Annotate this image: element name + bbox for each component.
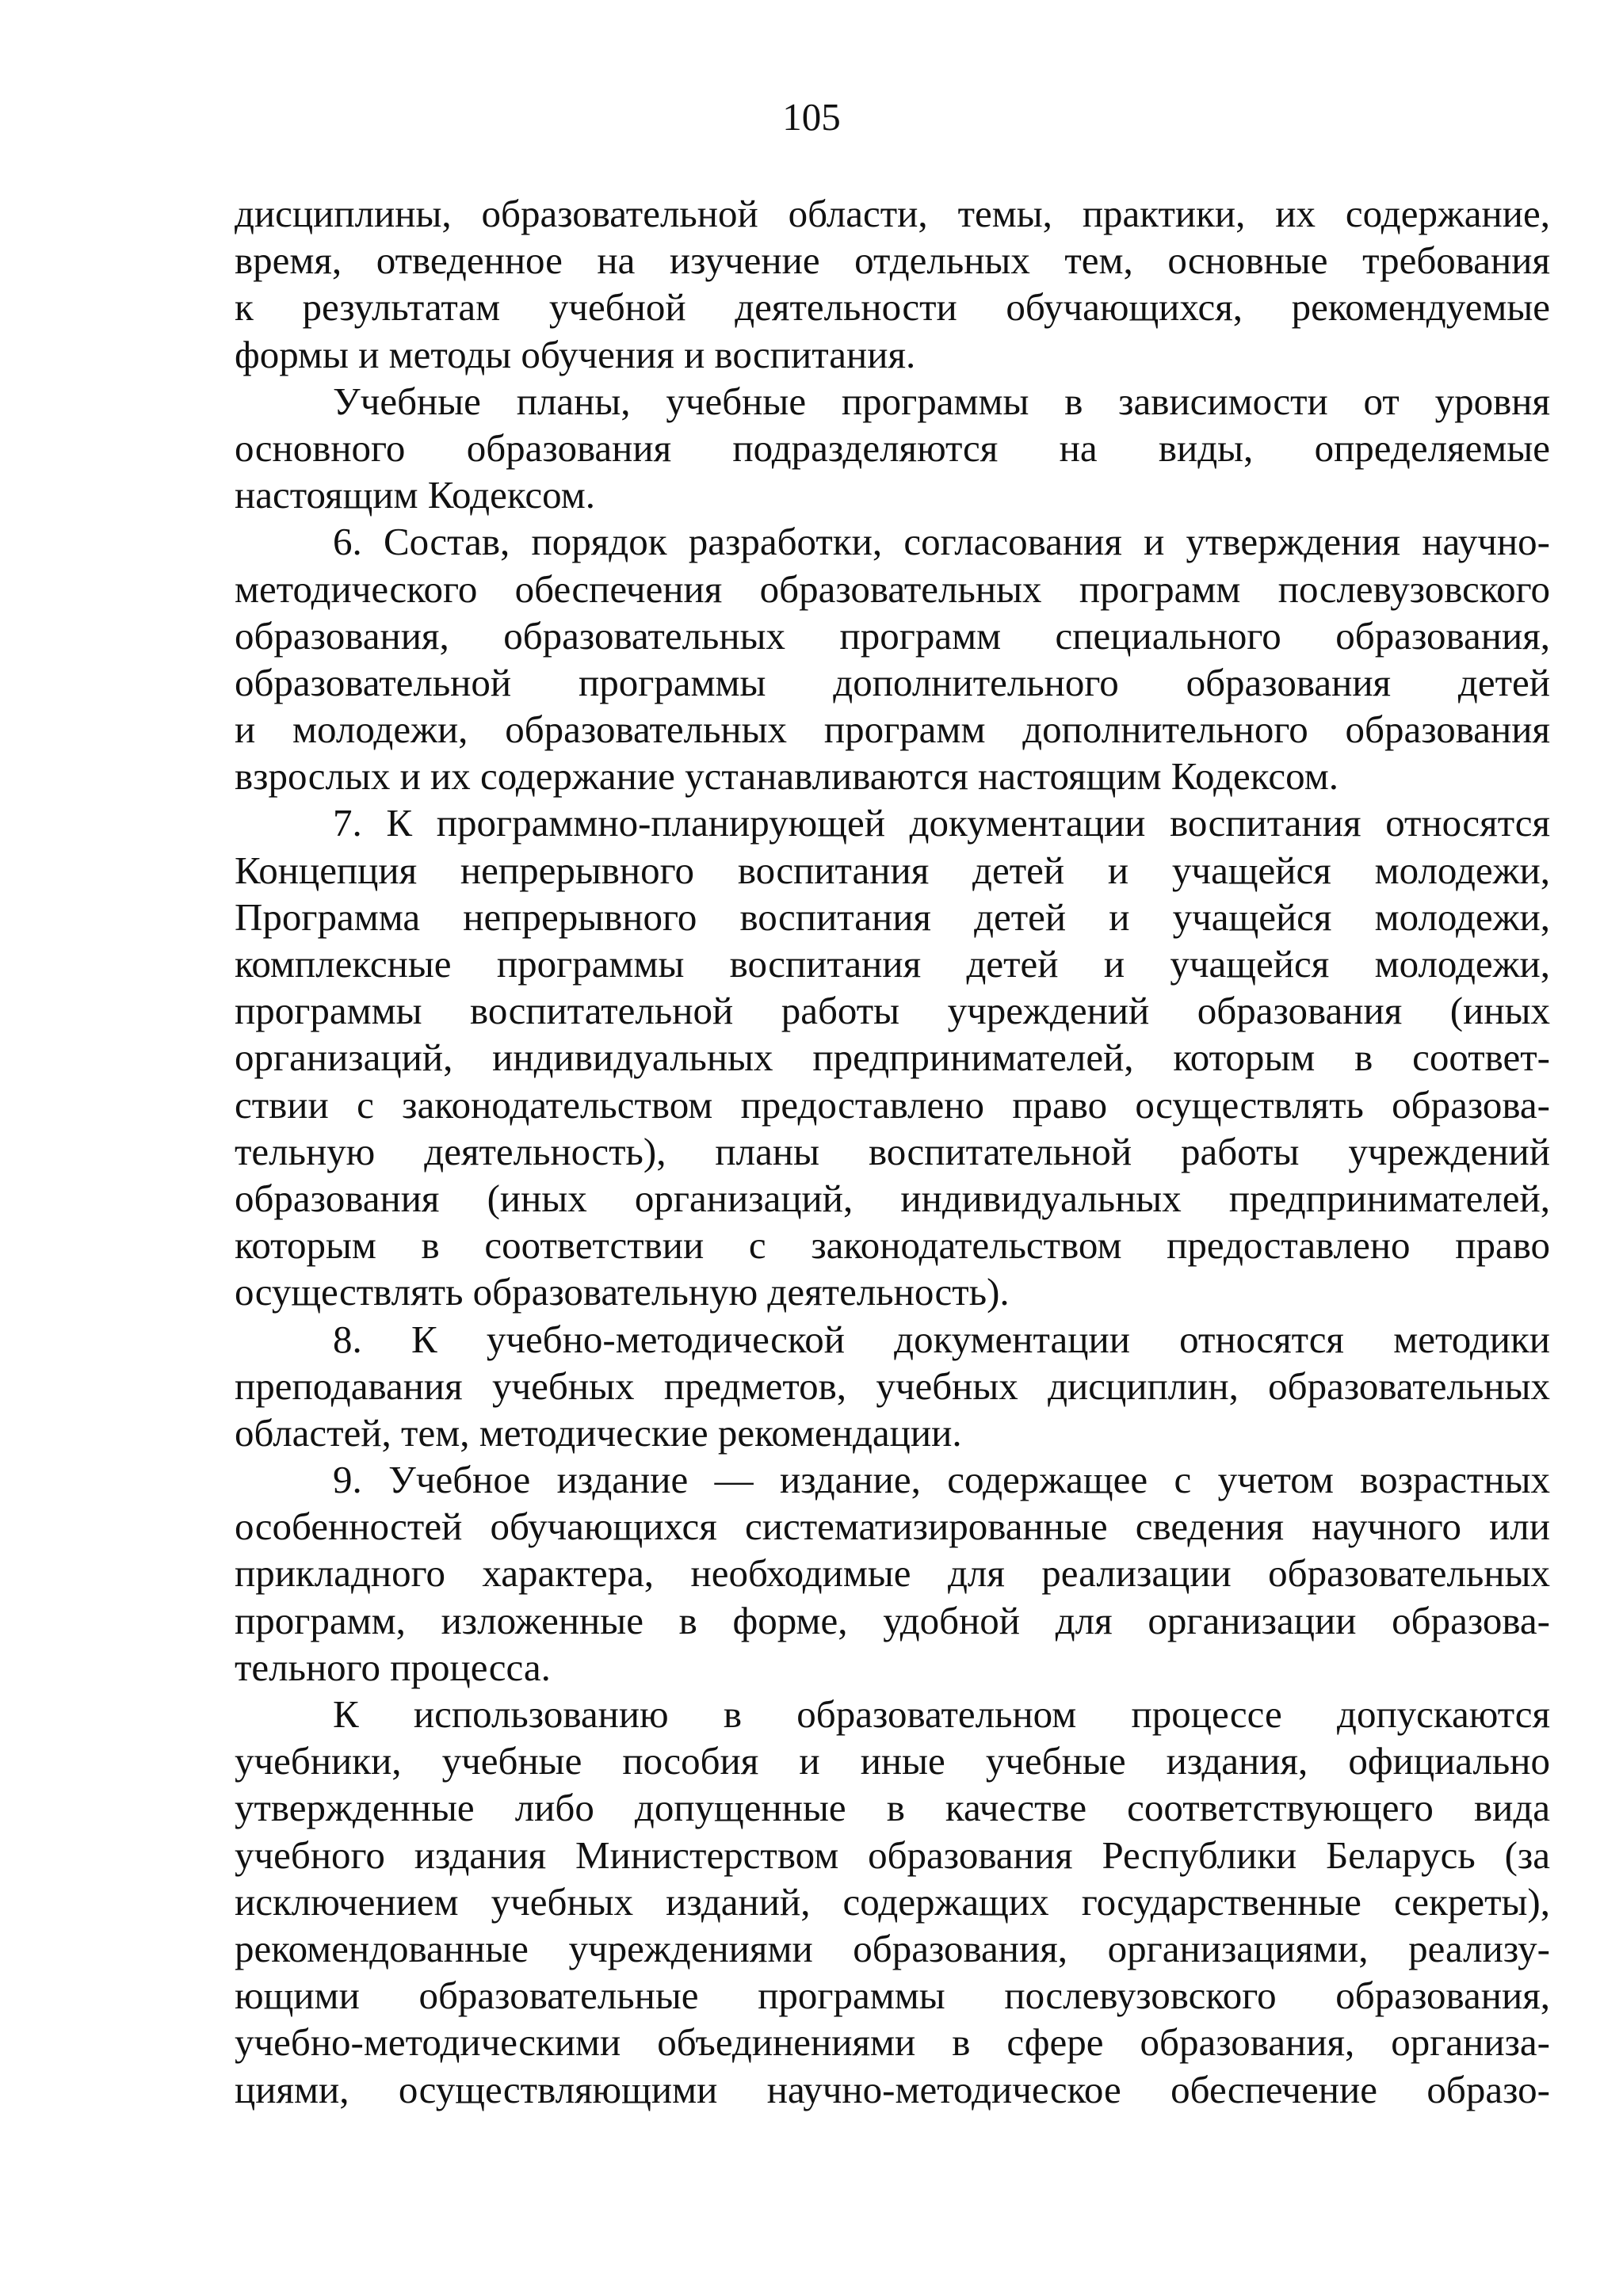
text-line: к результатам учебной деятельности обучающихся, рекомендуемые [235, 285, 1550, 330]
text-line: К использованию в образовательном процессе допускаются [333, 1692, 1550, 1736]
text-line: прикладного характера, необходимые для реализации образовательных [235, 1551, 1550, 1596]
text-line: циями, осуществляющими научно-методическое обеспечение образо- [235, 2067, 1550, 2111]
text-line: программ, изложенные в форме, удобной для организации образова- [235, 1598, 1550, 1642]
text-line: особенностей обучающихся систематизированные сведения научного или [235, 1505, 1550, 1549]
text-line: исключением учебных изданий, содержащих государственные секреты), [235, 1879, 1550, 1924]
text-line: основного образования подразделяются на виды, определяемые [235, 425, 1550, 470]
text-line: 7. К программно-планирующей документации воспитания относятся [333, 801, 1550, 845]
text-line: Учебные планы, учебные программы в зависимости от уровня [333, 379, 1550, 423]
text-line: взрослых и их содержание устанавливаются настоящим Кодексом. [235, 754, 1338, 799]
text-line: 6. Состав, порядок разработки, согласования и утверждения научно- [333, 520, 1550, 564]
text-line: 8. К учебно-методической документации относятся методики [333, 1317, 1550, 1361]
body-text [235, 190, 1550, 2113]
text-line: тельную деятельность), планы воспитательной работы учреждений [235, 1129, 1550, 1173]
text-line: 9. Учебное издание — издание, содержащее с учетом возрастных [333, 1458, 1550, 1502]
text-line: программы воспитательной работы учреждений образования (иных [235, 989, 1550, 1033]
text-line: организаций, индивидуальных предпринимателей, которым в соответ- [235, 1035, 1550, 1080]
text-line: преподавания учебных предметов, учебных дисциплин, образовательных [235, 1363, 1550, 1408]
text-line: комплексные программы воспитания детей и учащейся молодежи, [235, 942, 1550, 986]
text-line: образовательной программы дополнительного образования детей [235, 660, 1550, 704]
text-line: настоящим Кодексом. [235, 473, 595, 517]
text-line: ющими образовательные программы послевузовского образования, [235, 1974, 1550, 2018]
text-line: утвержденные либо допущенные в качестве соответствующего вида [235, 1786, 1550, 1830]
text-line: тельного процесса. [235, 1645, 551, 1689]
text-line: областей, тем, методические рекомендации. [235, 1410, 962, 1455]
text-line: образования, образовательных программ специального образования, [235, 613, 1550, 658]
text-line: время, отведенное на изучение отдельных тем, основные требования [235, 238, 1550, 283]
text-line: методического обеспечения образовательных программ послевузовского [235, 566, 1550, 611]
text-line: рекомендованные учреждениями образования, организациями, реализу- [235, 1926, 1550, 1970]
text-line: Концепция непрерывного воспитания детей и учащейся молодежи, [235, 848, 1550, 892]
text-line: и молодежи, образовательных программ дополнительного образования [235, 707, 1550, 752]
text-line: ствии с законодательством предоставлено право осуществлять образова- [235, 1082, 1550, 1127]
text-line: учебники, учебные пособия и иные учебные издания, официально [235, 1739, 1550, 1783]
text-line: формы и методы обучения и воспитания. [235, 332, 916, 376]
text-line: Программа непрерывного воспитания детей и учащейся молодежи, [235, 894, 1550, 939]
text-line: осуществлять образовательную деятельность). [235, 1270, 1010, 1314]
text-line: учебно-методическими объединениями в сфере образования, организа- [235, 2020, 1550, 2065]
text-line: образования (иных организаций, индивидуальных предпринимателей, [235, 1176, 1550, 1220]
text-line: которым в соответствии с законодательством предоставлено право [235, 1223, 1550, 1268]
text-line: дисциплины, образовательной области, темы, практики, их содержание, [235, 192, 1550, 235]
text-line: учебного издания Министерством образования Республики Беларусь (за [235, 1833, 1550, 1877]
page-number: 105 [782, 95, 841, 139]
